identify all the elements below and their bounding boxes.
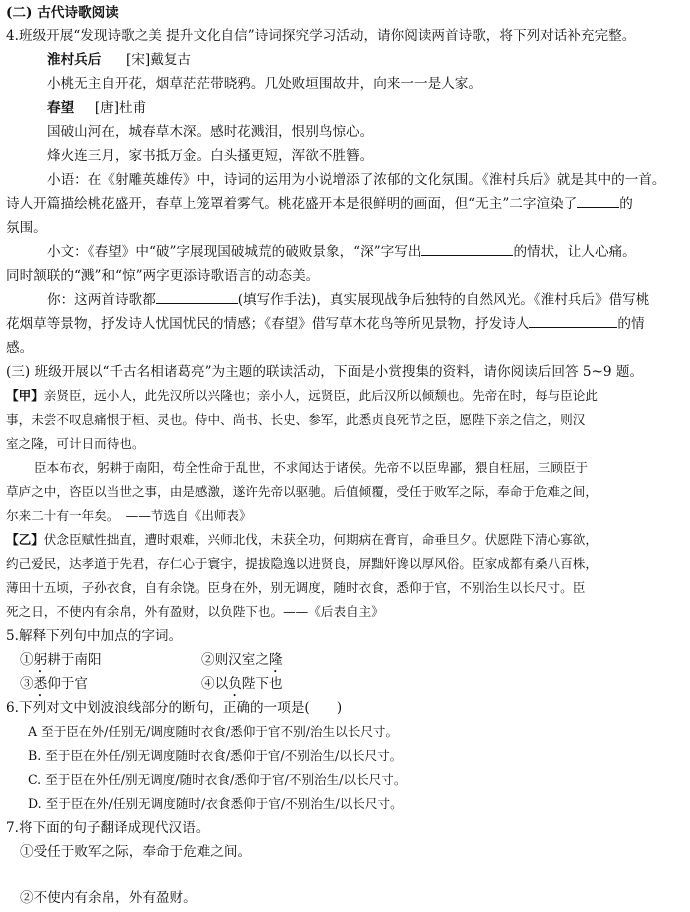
q5-item-1: ①躬耕于南阳 [20, 652, 102, 668]
poem-1-author: [宋]戴复古 [126, 52, 192, 68]
q7-item-1: ①受任于败军之际，奉命于危难之间。 [20, 844, 252, 860]
q6-option-b[interactable]: B. 至于臣在外任/别无调度随时衣食/悉仰于官/不别治生/以长尺寸。 [28, 748, 403, 763]
dialog-xiaoyu-line-2 [6, 195, 633, 213]
dialog-xiaowen-text: 小文：《春望》中“破”字展现国破城荒的破败景象，“深”字写出 [47, 244, 422, 260]
dialog-you-tail: 的情 [617, 316, 645, 332]
dialog-you-text-2: (填写作手法)，真实展现战争后独特的自然风光。《淮村兵后》借写桃 [237, 292, 650, 308]
question-5-stem: 5.解释下列句中加点的字词。 [6, 628, 183, 644]
dialog-xiaowen-line-2: 同时颔联的“溅”和“惊”两字更添诗歌语言的动态美。 [6, 268, 320, 284]
passage-yi-line-3: 薄田十五顷，子孙衣食，自有余饶。臣身在外，别无调度，随时衣食，悉仰于官，不别治生以长尺寸。臣 [6, 580, 586, 595]
dialog-xiaoyu-line-1: 小语：在《射雕英雄传》中，诗词的运用为小说增添了浓郁的文化氛围。《淮村兵后》就是其中的一首。 [47, 172, 666, 188]
question-4-stem: 4.班级开展“发现诗歌之美 提升文化自信”诗词探究学习活动，请你阅读两首诗歌，将下列对话补充完整。 [6, 28, 636, 44]
dotted-char: 悉 [33, 676, 48, 692]
answer-blank[interactable] [156, 291, 238, 304]
q7-item-2: ②不使内有余帛，外有盈财。 [20, 890, 197, 906]
dialog-xiaoyu-tail: 的 [619, 196, 633, 212]
passage-yi-text: 伏念臣赋性拙直，遭时艰难，兴师北伐，未获全功，何期病在膏肓，命垂旦夕。伏愿陛下清心寡欲， [43, 532, 598, 547]
dialog-xiaoyu-text: 诗人开篇描绘桃花盛开，春草上笼罩着雾气。桃花盛开本是很鲜明的画面，但“无主”二字渲染了 [6, 196, 578, 212]
poem-2-header [47, 99, 146, 117]
dialog-you-line-3: 感。 [6, 340, 34, 356]
passage-jia-line-5: 草庐之中，咨臣以当世之事，由是感激，遂许先帝以驱驰。后值倾覆，受任于败军之际，奉命于危难之间， [6, 484, 598, 499]
passage-jia-line-1 [6, 387, 598, 405]
passage-yi-line-4: 死之日，不使内有余帛，外有盈财，以负陛下也。——《后表自主》 [6, 604, 384, 619]
dialog-xiaowen-line-1 [47, 243, 636, 261]
section-heading: (二) 古代诗歌阅读 [6, 5, 119, 21]
passage-yi-label: 【乙】 [6, 532, 44, 547]
passage-jia-line-2: 事，未尝不叹息痛恨于桓、灵也。侍中、尚书、长史、参军，此悉贞良死节之臣，愿陛下亲之信之，则汉 [6, 412, 586, 427]
answer-blank[interactable] [421, 243, 513, 256]
dotted-char: 隆 [268, 652, 283, 668]
question-7-stem: 7.将下面的句子翻译成现代汉语。 [6, 820, 210, 836]
q6-option-a[interactable]: A 至于臣在外/任别无/调度随时衣食/悉仰于官不别/治生以长尺寸。 [28, 724, 399, 739]
q6-option-d[interactable]: D. 至于臣在外/任别无调度随时/衣食悉仰于官/不别治生/以长尺寸。 [28, 796, 403, 811]
poem-2-line-1: 国破山河在，城春草木深。感时花溅泪，恨别鸟惊心。 [47, 124, 374, 140]
question-6-stem: 6.下列对文中划波浪线部分的断句，正确的一项是( ) [6, 700, 343, 716]
passage-jia-line-3: 室之隆，可计日而待也。 [6, 436, 145, 451]
answer-blank[interactable] [529, 315, 617, 328]
q5-item-4: ④以负陛下也 [201, 676, 283, 692]
passage-jia-line-4: 臣本布衣，躬耕于南阳，苟全性命于乱世，不求闻达于诸侯。先帝不以臣卑鄙，猥自枉屈，三顾臣于 [34, 460, 589, 475]
poem-1-header [47, 51, 191, 69]
poem-1-title: 淮村兵后 [47, 52, 102, 68]
q5-item-3: ③悉仰于官 [20, 676, 88, 692]
dialog-you-line-1 [47, 291, 649, 309]
poem-2-title: 春望 [47, 100, 75, 116]
dialog-xiaowen-tail: 的情状，让人心痛。 [513, 244, 636, 260]
dialog-xiaoyu-line-3: 氛围。 [6, 220, 47, 236]
poem-1-line: 小桃无主自开花，烟草茫茫带晓鸦。几处败垣围故井，向来一一是人家。 [47, 76, 482, 92]
section-3-intro: (三) 班级开展以“千古名相诸葛亮”为主题的联读活动，下面是小赏搜集的资料，请你阅读后回答 5~9 题。 [6, 364, 644, 380]
passage-jia-line-6: 尔来二十有一年矣。 ——节选自《出师表》 [6, 508, 252, 523]
dialog-you-line-2 [6, 315, 645, 333]
poem-2-author: [唐]杜甫 [94, 100, 147, 116]
q5-item-2: ②则汉室之隆 [201, 652, 283, 668]
dialog-you-text-3: 花烟草等景物，抒发诗人忧国忧民的情感；《春望》借写草木花鸟等所见景物，抒发诗人 [6, 316, 530, 332]
passage-jia-text: 亲贤臣，远小人，此先汉所以兴隆也；亲小人，远贤臣，此后汉所以倾颓也。先帝在时，每与臣论此 [43, 388, 598, 403]
passage-yi-line-1 [6, 531, 598, 549]
dotted-char: 躬 [33, 652, 48, 668]
q6-option-c[interactable]: C. 至于臣在外任/别无调度/随时衣食/悉仰于官/不别治生/以长尺寸。 [28, 772, 407, 787]
dotted-char: 负 [228, 676, 242, 692]
poem-2-line-2: 烽火连三月，家书抵万金。白头搔更短，浑欲不胜簪。 [47, 148, 374, 164]
passage-yi-line-2: 约己爱民，达孝道于先君，存仁心于寰宇，提拔隐逸以进贤良，屏黜奸谗以厚风俗。臣家成都有桑八百株， [6, 556, 598, 571]
answer-blank[interactable] [577, 195, 619, 208]
dialog-you-text: 你：这两首诗歌都 [47, 292, 156, 308]
passage-jia-label: 【甲】 [6, 388, 44, 403]
